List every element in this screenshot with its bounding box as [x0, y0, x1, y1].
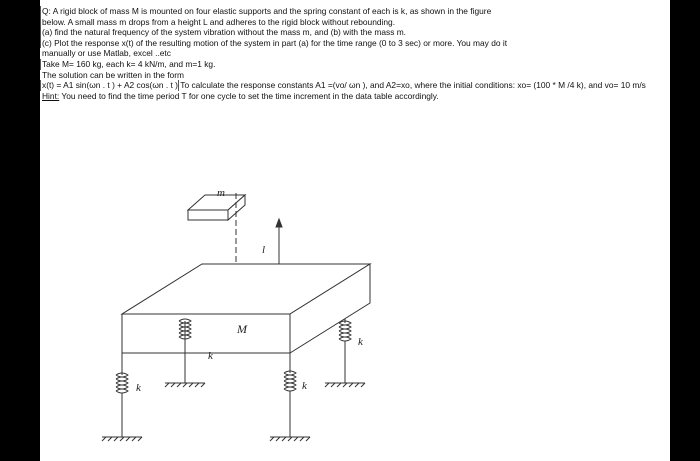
problem-line-4: (c) Plot the response x(t) of the resulting motion of the system in part (a) for the time range (0 to 3 sec) or more. You may do it [42, 37, 508, 48]
hint-label: Hint: [42, 90, 60, 101]
problem-line-8: x(t) = A1 sin(ωn . t ) + A2 cos(ωn . t ) [42, 80, 178, 91]
document-page [40, 0, 670, 461]
problem-line-5: manually or use Matlab, excel ..etc [42, 48, 171, 59]
problem-line-9: To calculate the response constants A1 =(vo/ ωn ), and A2=xo, where the initial conditions: xo= (100 * M /4 k), and vo= 10 m/s [180, 80, 646, 91]
block-mass-label: M [237, 322, 247, 336]
problem-line-3: (a) find the natural frequency of the system vibration without the mass m, and (b) with the mass m. [42, 27, 407, 38]
spring-front-left [102, 353, 142, 441]
spring-label-back-right: k [358, 336, 363, 348]
problem-line-1: Q: A rigid block of mass M is mounted on four elastic supports and the spring constant of each is k, as shown in the figure [42, 6, 492, 16]
spring-label-front-left: k [136, 382, 141, 394]
block-mass [122, 264, 370, 353]
problem-line-7: The solution can be written in the form [42, 69, 184, 80]
spring-front-right [270, 353, 310, 441]
system-figure [40, 175, 670, 461]
spring-label-front-right: k [302, 380, 307, 392]
problem-line-6: Take M= 160 kg, each k= 4 kN/m, and m=1 kg. [42, 58, 216, 69]
small-mass-label: m [217, 187, 225, 199]
problem-line-2: below. A small mass m drops from a height L and adheres to the rigid block without rebounding. [42, 16, 396, 27]
spring-label-back-left: k [208, 350, 213, 362]
problem-statement [42, 6, 662, 101]
hint-text: You need to find the time period T for one cycle to set the time increment in the data table accordingly. [59, 90, 439, 101]
spring-back-right [325, 319, 365, 387]
height-label: l [262, 244, 266, 256]
hint-line [42, 91, 662, 102]
